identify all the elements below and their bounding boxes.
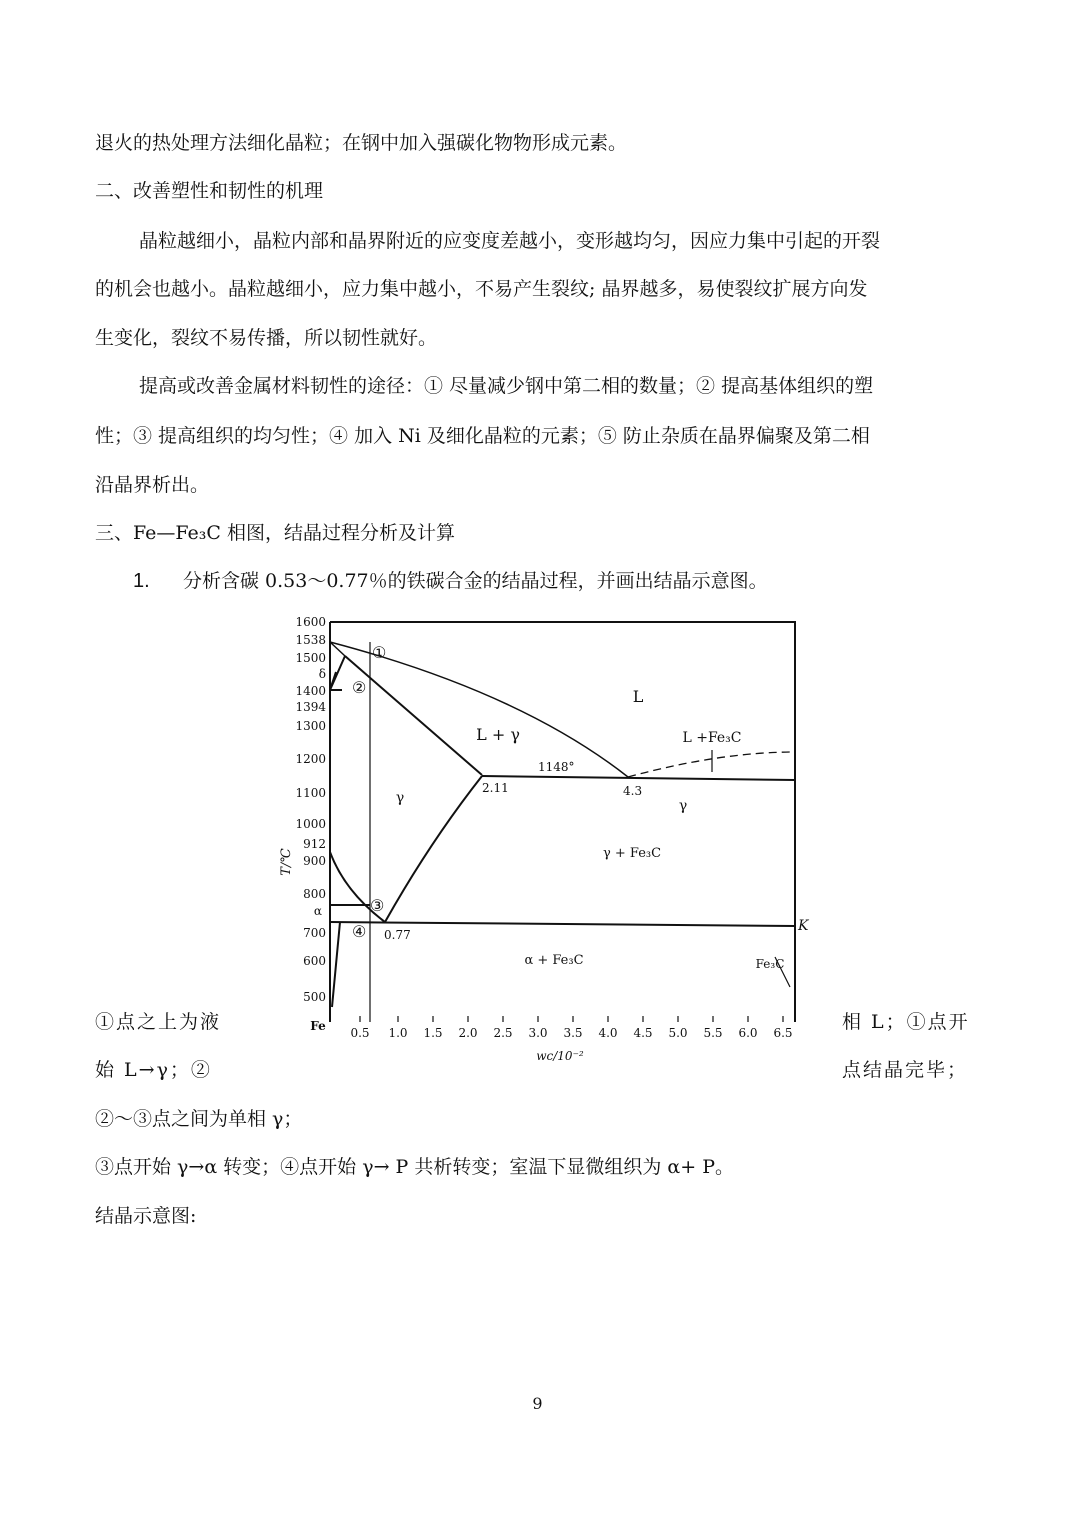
delta-region xyxy=(330,656,345,690)
paragraph-line: 沿晶界析出。 xyxy=(95,474,210,496)
point-label: 2.11 xyxy=(482,781,509,795)
y-tick: 1500 xyxy=(295,651,326,665)
page-number: 9 xyxy=(532,1394,543,1413)
y-tick: 1000 xyxy=(295,817,326,831)
y-tick: δ xyxy=(318,667,326,681)
y-tick: 1600 xyxy=(295,615,326,629)
x-origin: Fe xyxy=(310,1019,326,1033)
y-tick: 800 xyxy=(303,887,326,901)
text-line: 结晶示意图: xyxy=(95,1205,197,1227)
y-tick: 500 xyxy=(303,990,326,1004)
x-tick: 2.0 xyxy=(458,1026,478,1040)
solidus xyxy=(345,656,482,775)
region-label: γ + Fe₃C xyxy=(602,846,662,861)
text-line: 退火的热处理方法细化晶粒；在钢中加入强碳化物物形成元素。 xyxy=(95,132,628,154)
y-axis-label: T/℃ xyxy=(279,848,294,876)
x-tick: 0.5 xyxy=(350,1026,370,1040)
y-tick: 1394 xyxy=(295,700,326,714)
section-heading: 二、改善塑性和韧性的机理 xyxy=(95,180,324,202)
y-tick: 1200 xyxy=(295,752,326,766)
x-tick: 3.0 xyxy=(528,1026,548,1040)
fe-fe3c-phase-diagram xyxy=(270,612,830,1072)
region-label: L +Fe₃C xyxy=(682,730,742,746)
point-label: 0.77 xyxy=(384,928,411,942)
liquidus-curve xyxy=(330,642,628,777)
text-line: 始 L→γ；② xyxy=(95,1059,212,1081)
point-marker: ② xyxy=(352,678,367,697)
paragraph-line: 的机会也越小。晶粒越细小，应力集中越小，不易产生裂纹; 晶界越多，易使裂纹扩展方向发 xyxy=(95,278,868,300)
y-tick: 700 xyxy=(303,926,326,940)
point-label: 4.3 xyxy=(623,784,643,798)
y-tick: 1300 xyxy=(295,719,326,733)
region-label: Fe₃C xyxy=(755,957,785,971)
list-item-number: 1. xyxy=(133,570,150,592)
y-tick: 600 xyxy=(303,954,326,968)
region-label: γ xyxy=(678,798,688,814)
text-line: 点结晶完毕； xyxy=(842,1059,969,1081)
x-tick: 3.5 xyxy=(563,1026,583,1040)
fe3c-tick xyxy=(712,750,790,987)
x-tick: 1.5 xyxy=(423,1026,443,1040)
paragraph-line: 晶粒越细小，晶粒内部和晶界附近的应变度差越小，变形越均匀，因应力集中引起的开裂 xyxy=(139,230,881,252)
y-tick: 912 xyxy=(303,837,326,851)
region-label: γ xyxy=(395,790,405,806)
point-marker: ④ xyxy=(352,922,367,941)
x-tick: 5.0 xyxy=(668,1026,688,1040)
section-heading: 三、Fe—Fe₃C 相图，结晶过程分析及计算 xyxy=(95,522,455,544)
paragraph-line: 生变化，裂纹不易传播，所以韧性就好。 xyxy=(95,327,438,349)
x-tick: 6.0 xyxy=(738,1026,758,1040)
x-tick: 4.0 xyxy=(598,1026,618,1040)
y-tick: 1538 xyxy=(295,633,326,647)
x-axis-label: wc/10⁻² xyxy=(536,1049,584,1063)
list-item-text: 分析含碳 0.53～0.77％的铁碳合金的结晶过程，并画出结晶示意图。 xyxy=(183,570,768,592)
x-tick: 5.5 xyxy=(703,1026,723,1040)
x-tick-marks xyxy=(360,1016,783,1022)
region-label: α + Fe₃C xyxy=(524,953,584,968)
point-marker: ③ xyxy=(370,896,385,915)
y-tick: α xyxy=(313,904,322,918)
text-line: ②～③点之间为单相 γ； xyxy=(95,1108,303,1130)
y-tick: 1100 xyxy=(295,786,326,800)
point-label: K xyxy=(798,918,809,934)
text-line: 相 L；①点开 xyxy=(842,1011,970,1033)
text-line: ③点开始 γ→α 转变；④点开始 γ→ P 共析转变；室温下显微组织为 α+ P。 xyxy=(95,1156,734,1178)
text-line: ①点之上为液 xyxy=(95,1011,222,1033)
point-marker: ① xyxy=(372,643,387,662)
x-tick: 2.5 xyxy=(493,1026,513,1040)
y-tick: 900 xyxy=(303,854,326,868)
x-tick: 6.5 xyxy=(773,1026,793,1040)
eutectic-line xyxy=(482,776,795,780)
paragraph-line: 提高或改善金属材料韧性的途径：① 尽量减少钢中第二相的数量；② 提高基体组织的塑 xyxy=(139,375,874,397)
x-tick: 4.5 xyxy=(633,1026,653,1040)
y-tick: 1400 xyxy=(295,684,326,698)
solvus-alpha xyxy=(332,922,340,1007)
eutectoid-line xyxy=(330,922,795,926)
region-label: L xyxy=(632,687,644,706)
paragraph-line: 性；③ 提高组织的均匀性；④ 加入 Ni 及细化晶粒的元素；⑤ 防止杂质在晶界偏聚及第二相 xyxy=(95,425,870,447)
x-tick: 1.0 xyxy=(388,1026,408,1040)
point-label: 1148° xyxy=(538,760,575,774)
region-label: L + γ xyxy=(476,725,520,744)
